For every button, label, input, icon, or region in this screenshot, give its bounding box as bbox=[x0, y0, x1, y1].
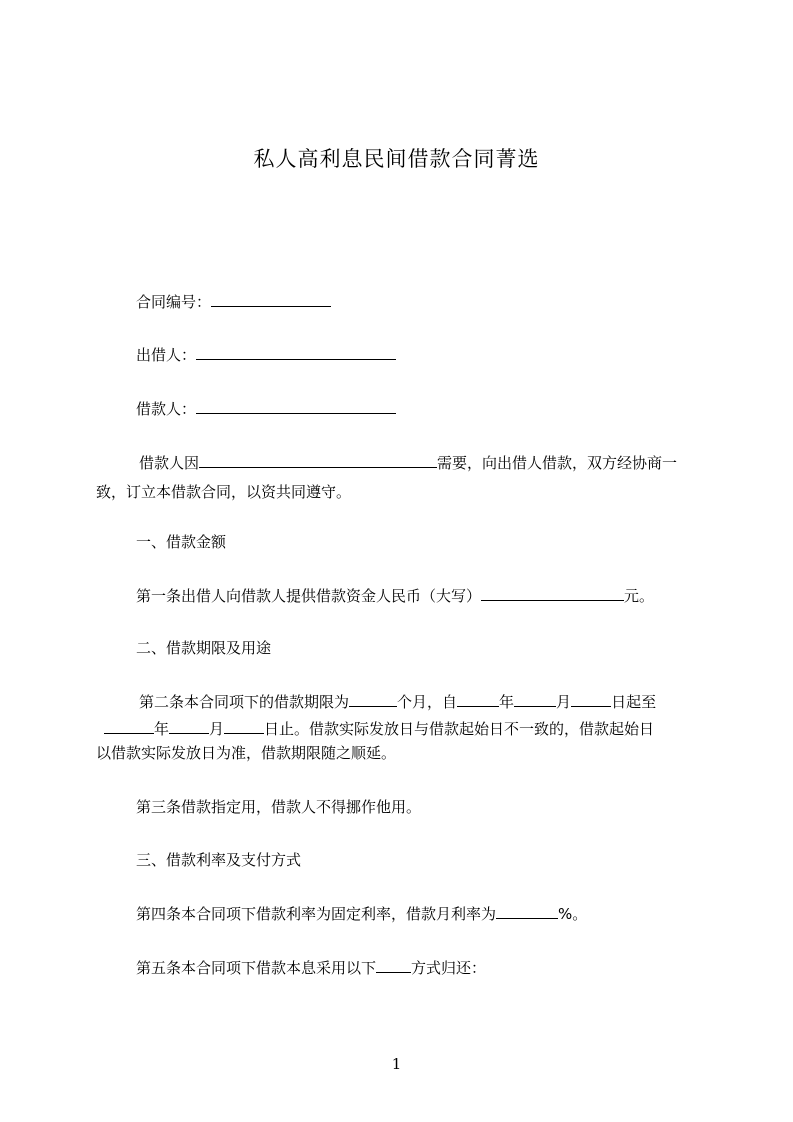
document-title: 私人高利息民间借款合同菁选 bbox=[253, 147, 540, 171]
article-2-text: 第二条本合同项下的借款期限为 bbox=[139, 693, 350, 711]
borrower-label: 借款人： bbox=[136, 400, 197, 418]
article-2-line-2 bbox=[104, 718, 654, 739]
start-day-blank bbox=[571, 691, 611, 707]
end-month-blank bbox=[169, 718, 209, 734]
article-1-text: 第一条出借人向借款人提供借款资金人民币（大写） bbox=[136, 587, 482, 605]
article-4-unit: %。 bbox=[558, 905, 588, 923]
intro-text-end: 需要，向出借人借款，双方经协商一 bbox=[437, 454, 678, 472]
purpose-blank bbox=[199, 452, 437, 468]
article-4-text: 第四条本合同项下借款利率为固定利率，借款月利率为 bbox=[136, 905, 497, 923]
borrower-field bbox=[136, 398, 396, 419]
start-year-blank bbox=[457, 691, 499, 707]
article-5-text-end: 方式归还： bbox=[411, 959, 487, 977]
lender-field bbox=[136, 344, 396, 365]
contract-number-blank bbox=[211, 291, 331, 307]
article-1-unit: 元。 bbox=[624, 587, 655, 605]
end-day-unit: 日止。借款实际发放日与借款起始日不一致的，借款起始日 bbox=[264, 720, 655, 738]
intro-text-start: 借款人因 bbox=[139, 454, 200, 472]
section-1-heading: 一、借款金额 bbox=[136, 533, 227, 551]
article-2-line-3: 以借款实际发放日为准，借款期限随之顺延。 bbox=[96, 744, 397, 762]
start-day-unit: 日起至 bbox=[611, 693, 657, 711]
article-3: 第三条借款指定用，借款人不得挪作他用。 bbox=[136, 798, 422, 816]
start-year-unit: 年 bbox=[499, 693, 515, 711]
borrower-blank bbox=[196, 398, 396, 414]
section-3-heading: 三、借款利率及支付方式 bbox=[136, 851, 302, 869]
contract-number-label: 合同编号： bbox=[136, 293, 212, 311]
months-blank bbox=[349, 691, 397, 707]
end-year-unit: 年 bbox=[154, 720, 170, 738]
start-month-blank bbox=[514, 691, 556, 707]
section-2-heading: 二、借款期限及用途 bbox=[136, 639, 272, 657]
end-month-unit: 月 bbox=[209, 720, 225, 738]
intro-line-1 bbox=[139, 452, 677, 473]
page-number: 1 bbox=[391, 1055, 402, 1073]
contract-number-field bbox=[136, 291, 331, 312]
article-4 bbox=[136, 903, 587, 924]
start-month-unit: 月 bbox=[556, 693, 572, 711]
intro-line-2: 致，订立本借款合同，以资共同遵守。 bbox=[96, 483, 352, 501]
article-5-text: 第五条本合同项下借款本息采用以下 bbox=[136, 959, 377, 977]
end-day-blank bbox=[224, 718, 264, 734]
article-5 bbox=[136, 957, 486, 978]
repayment-method-blank bbox=[376, 957, 411, 973]
amount-blank bbox=[481, 585, 624, 601]
lender-label: 出借人： bbox=[136, 346, 197, 364]
article-2-line-1 bbox=[139, 691, 656, 712]
article-2-months-unit: 个月，自 bbox=[397, 693, 458, 711]
lender-blank bbox=[196, 344, 396, 360]
interest-rate-blank bbox=[496, 903, 558, 919]
end-year-blank bbox=[104, 718, 154, 734]
article-1 bbox=[136, 585, 654, 606]
